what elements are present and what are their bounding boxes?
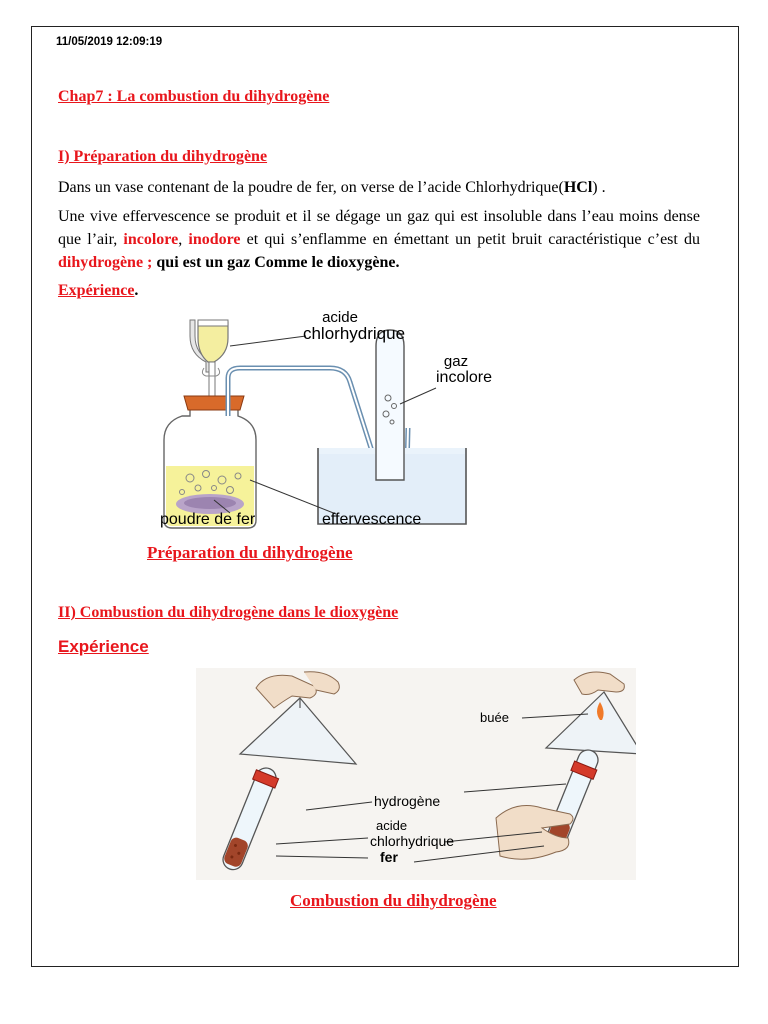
para2-text-2: , (178, 231, 189, 248)
label-acide: acide (322, 309, 358, 326)
para1-formula: HCl (563, 179, 593, 196)
test-tube-icon (376, 330, 404, 480)
label-chlorhydrique-2: chlorhydrique (370, 833, 455, 849)
section1-heading: I) Préparation du dihydrogène (58, 148, 268, 165)
section1-paragraph-1 (58, 176, 700, 199)
experience-label-2: Expérience (58, 637, 149, 656)
para2-text-1: Une vive effervescence se produit et il se dégage un gaz qui est insoluble dans l’eau moins dense que l’air, (58, 208, 700, 248)
experience-label-1-text: Expérience (58, 282, 135, 299)
label-acide-2: acide (376, 818, 408, 833)
para2-text-3: et qui s’enflamme en émettant un petit bruit caractéristique c’est du (240, 231, 700, 248)
experience-label-1-period: . (134, 282, 139, 299)
figure1-caption: Préparation du dihydrogène (147, 543, 353, 562)
keyword-inodore: inodore (188, 231, 241, 248)
keyword-incolore: incolore (123, 231, 179, 248)
section2-heading: II) Combustion du dihydrogène dans le dioxygène (58, 604, 399, 621)
label-fer: fer (380, 849, 398, 865)
timestamp: 11/05/2019 12:09:19 (56, 36, 163, 48)
label-buee: buée (480, 710, 509, 725)
para1-text: Dans un vase contenant de la poudre de fer, on verse de l’acide Chlorhydrique( (58, 179, 564, 196)
label-incolore: incolore (435, 369, 493, 386)
label-effervescence: effervescence (322, 511, 422, 528)
figure2-caption: Combustion du dihydrogène (290, 891, 497, 910)
para2-text-4: qui est un gaz Comme le dioxygène. (152, 254, 400, 271)
label-hydrogene: hydrogène (374, 793, 441, 809)
preparation-apparatus-figure (150, 308, 512, 536)
label-chlorhydrique: chlorhydrique (302, 324, 406, 343)
chapter-title: Chap7 : La combustion du dihydrogène (58, 88, 330, 105)
para1-end: ) . (592, 179, 606, 196)
label-poudre-de-fer: poudre de fer (160, 511, 256, 528)
experience-label-1 (58, 282, 138, 300)
cork-icon (184, 396, 244, 410)
keyword-dihydrogene: dihydrogène ; (58, 254, 153, 271)
label-gaz: gaz (443, 353, 469, 370)
combustion-figure (196, 668, 636, 880)
section1-paragraph-2 (58, 205, 700, 274)
